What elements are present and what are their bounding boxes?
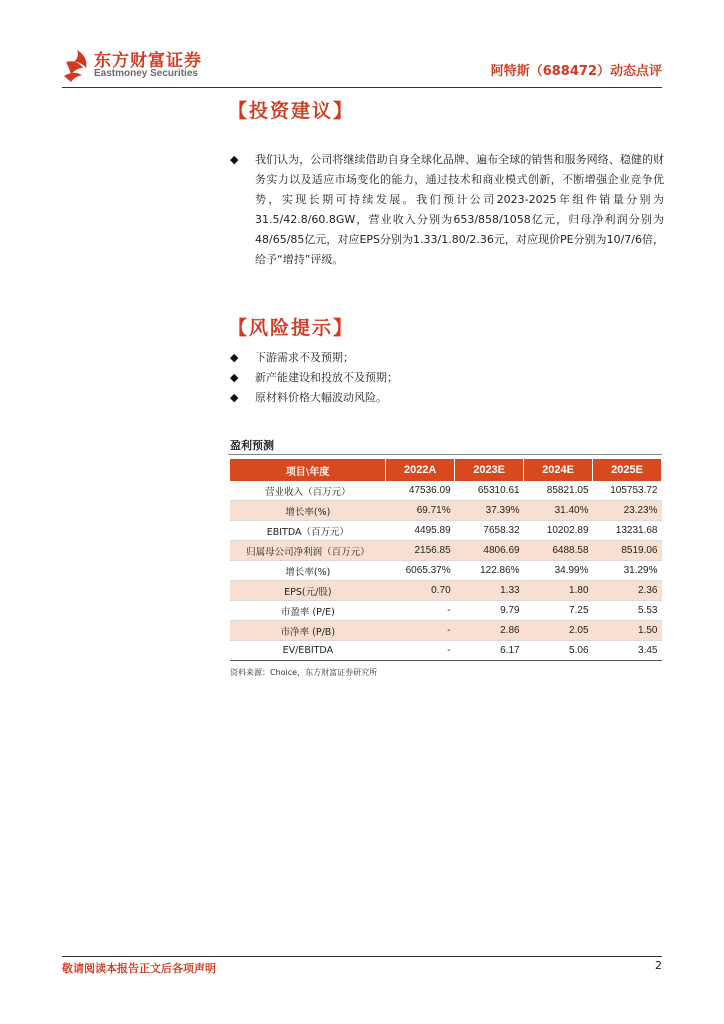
cell-value: 9.79	[455, 601, 524, 621]
table-row	[230, 481, 662, 501]
footer-divider	[62, 956, 662, 957]
table-row	[230, 561, 662, 581]
cell-value: 23.23%	[593, 501, 662, 521]
column-header-item: 项目\年度	[230, 459, 386, 481]
table-row	[230, 601, 662, 621]
risk-heading: 【风险提示】	[228, 317, 355, 339]
row-label: 增长率(%)	[230, 501, 386, 521]
cell-value: 47536.09	[386, 481, 455, 501]
cell-value: 7.25	[524, 601, 593, 621]
cell-value: 105753.72	[593, 481, 662, 501]
risk-item: ◆ 下游需求不及预期；	[228, 348, 664, 368]
header-divider	[62, 87, 662, 88]
cell-value: 1.50	[593, 621, 662, 641]
column-header-2023E: 2023E	[455, 459, 524, 481]
column-header-2022A: 2022A	[386, 459, 455, 481]
logo-text-en: Eastmoney Securities	[94, 68, 198, 79]
cell-value: -	[386, 621, 455, 641]
footer-disclaimer: 敬请阅读本报告正文后各项声明	[62, 962, 216, 975]
risk-item: ◆ 原材料价格大幅波动风险。	[228, 388, 664, 408]
cell-value: 7658.32	[455, 521, 524, 541]
page-number: 2	[655, 959, 662, 972]
table-row	[230, 581, 662, 601]
column-header-2024E: 2024E	[524, 459, 593, 481]
investment-list	[228, 150, 664, 270]
cell-value: 6.17	[455, 641, 524, 661]
report-title: 阿特斯（688472）动态点评	[490, 64, 662, 79]
cell-value: 5.06	[524, 641, 593, 661]
table-title: 盈利预测	[230, 439, 274, 452]
cell-value: 10202.89	[524, 521, 593, 541]
row-label: EBITDA（百万元）	[230, 521, 386, 541]
cell-value: 65310.61	[455, 481, 524, 501]
cell-value: 2.36	[593, 581, 662, 601]
investment-heading: 【投资建议】	[228, 100, 355, 122]
table-source-note: 资料来源：Choice，东方财富证券研究所	[230, 668, 378, 677]
row-label: EV/EBITDA	[230, 641, 386, 661]
table-header-row	[230, 459, 662, 481]
cell-value: 2.86	[455, 621, 524, 641]
row-label: 增长率(%)	[230, 561, 386, 581]
cell-value: 3.45	[593, 641, 662, 661]
earnings-forecast-table	[230, 459, 662, 661]
row-label: 营业收入（百万元）	[230, 481, 386, 501]
cell-value: 2156.85	[386, 541, 455, 561]
cell-value: -	[386, 601, 455, 621]
row-label: 市盈率 (P/E)	[230, 601, 386, 621]
risk-list	[228, 348, 664, 408]
table-title-divider	[228, 454, 662, 455]
cell-value: 69.71%	[386, 501, 455, 521]
cell-value: 31.29%	[593, 561, 662, 581]
logo-icon	[62, 48, 92, 82]
row-label: EPS(元/股)	[230, 581, 386, 601]
cell-value: 4806.69	[455, 541, 524, 561]
table-row	[230, 641, 662, 661]
cell-value: 6065.37%	[386, 561, 455, 581]
logo-text-cn: 东方财富证券	[94, 51, 202, 71]
cell-value: 122.86%	[455, 561, 524, 581]
cell-value: 37.39%	[455, 501, 524, 521]
cell-value: 6488.58	[524, 541, 593, 561]
table-row	[230, 521, 662, 541]
cell-value: 1.80	[524, 581, 593, 601]
cell-value: 13231.68	[593, 521, 662, 541]
table-row	[230, 621, 662, 641]
cell-value: 0.70	[386, 581, 455, 601]
table-row	[230, 501, 662, 521]
cell-value: 4495.89	[386, 521, 455, 541]
cell-value: 8519.06	[593, 541, 662, 561]
cell-value: 34.99%	[524, 561, 593, 581]
risk-item: ◆ 新产能建设和投放不及预期；	[228, 368, 664, 388]
cell-value: 85821.05	[524, 481, 593, 501]
investment-paragraph: ◆ 我们认为，公司将继续借助自身全球化品牌、遍布全球的销售和服务网络、稳健的财务实力以及适应市场变化的能力，通过技术和商业模式创新，不断增强企业竞争优势，实现长期可持续发展。我们预计公司2023-2025年组件销量分别为31.5/42.8/60.8GW，营业收入分别为653/858/1058亿元，归母净利润分别为48/65/85亿元，对应EPS分别为1.33/1.80/2.36元，对应现价PE分别为10/7/6倍，给予“增持”评级。	[228, 150, 664, 270]
page-header	[0, 0, 724, 90]
table-row	[230, 541, 662, 561]
column-header-2025E: 2025E	[593, 459, 662, 481]
cell-value: 2.05	[524, 621, 593, 641]
row-label: 市净率 (P/B)	[230, 621, 386, 641]
cell-value: -	[386, 641, 455, 661]
cell-value: 1.33	[455, 581, 524, 601]
row-label: 归属母公司净利润（百万元）	[230, 541, 386, 561]
cell-value: 31.40%	[524, 501, 593, 521]
cell-value: 5.53	[593, 601, 662, 621]
